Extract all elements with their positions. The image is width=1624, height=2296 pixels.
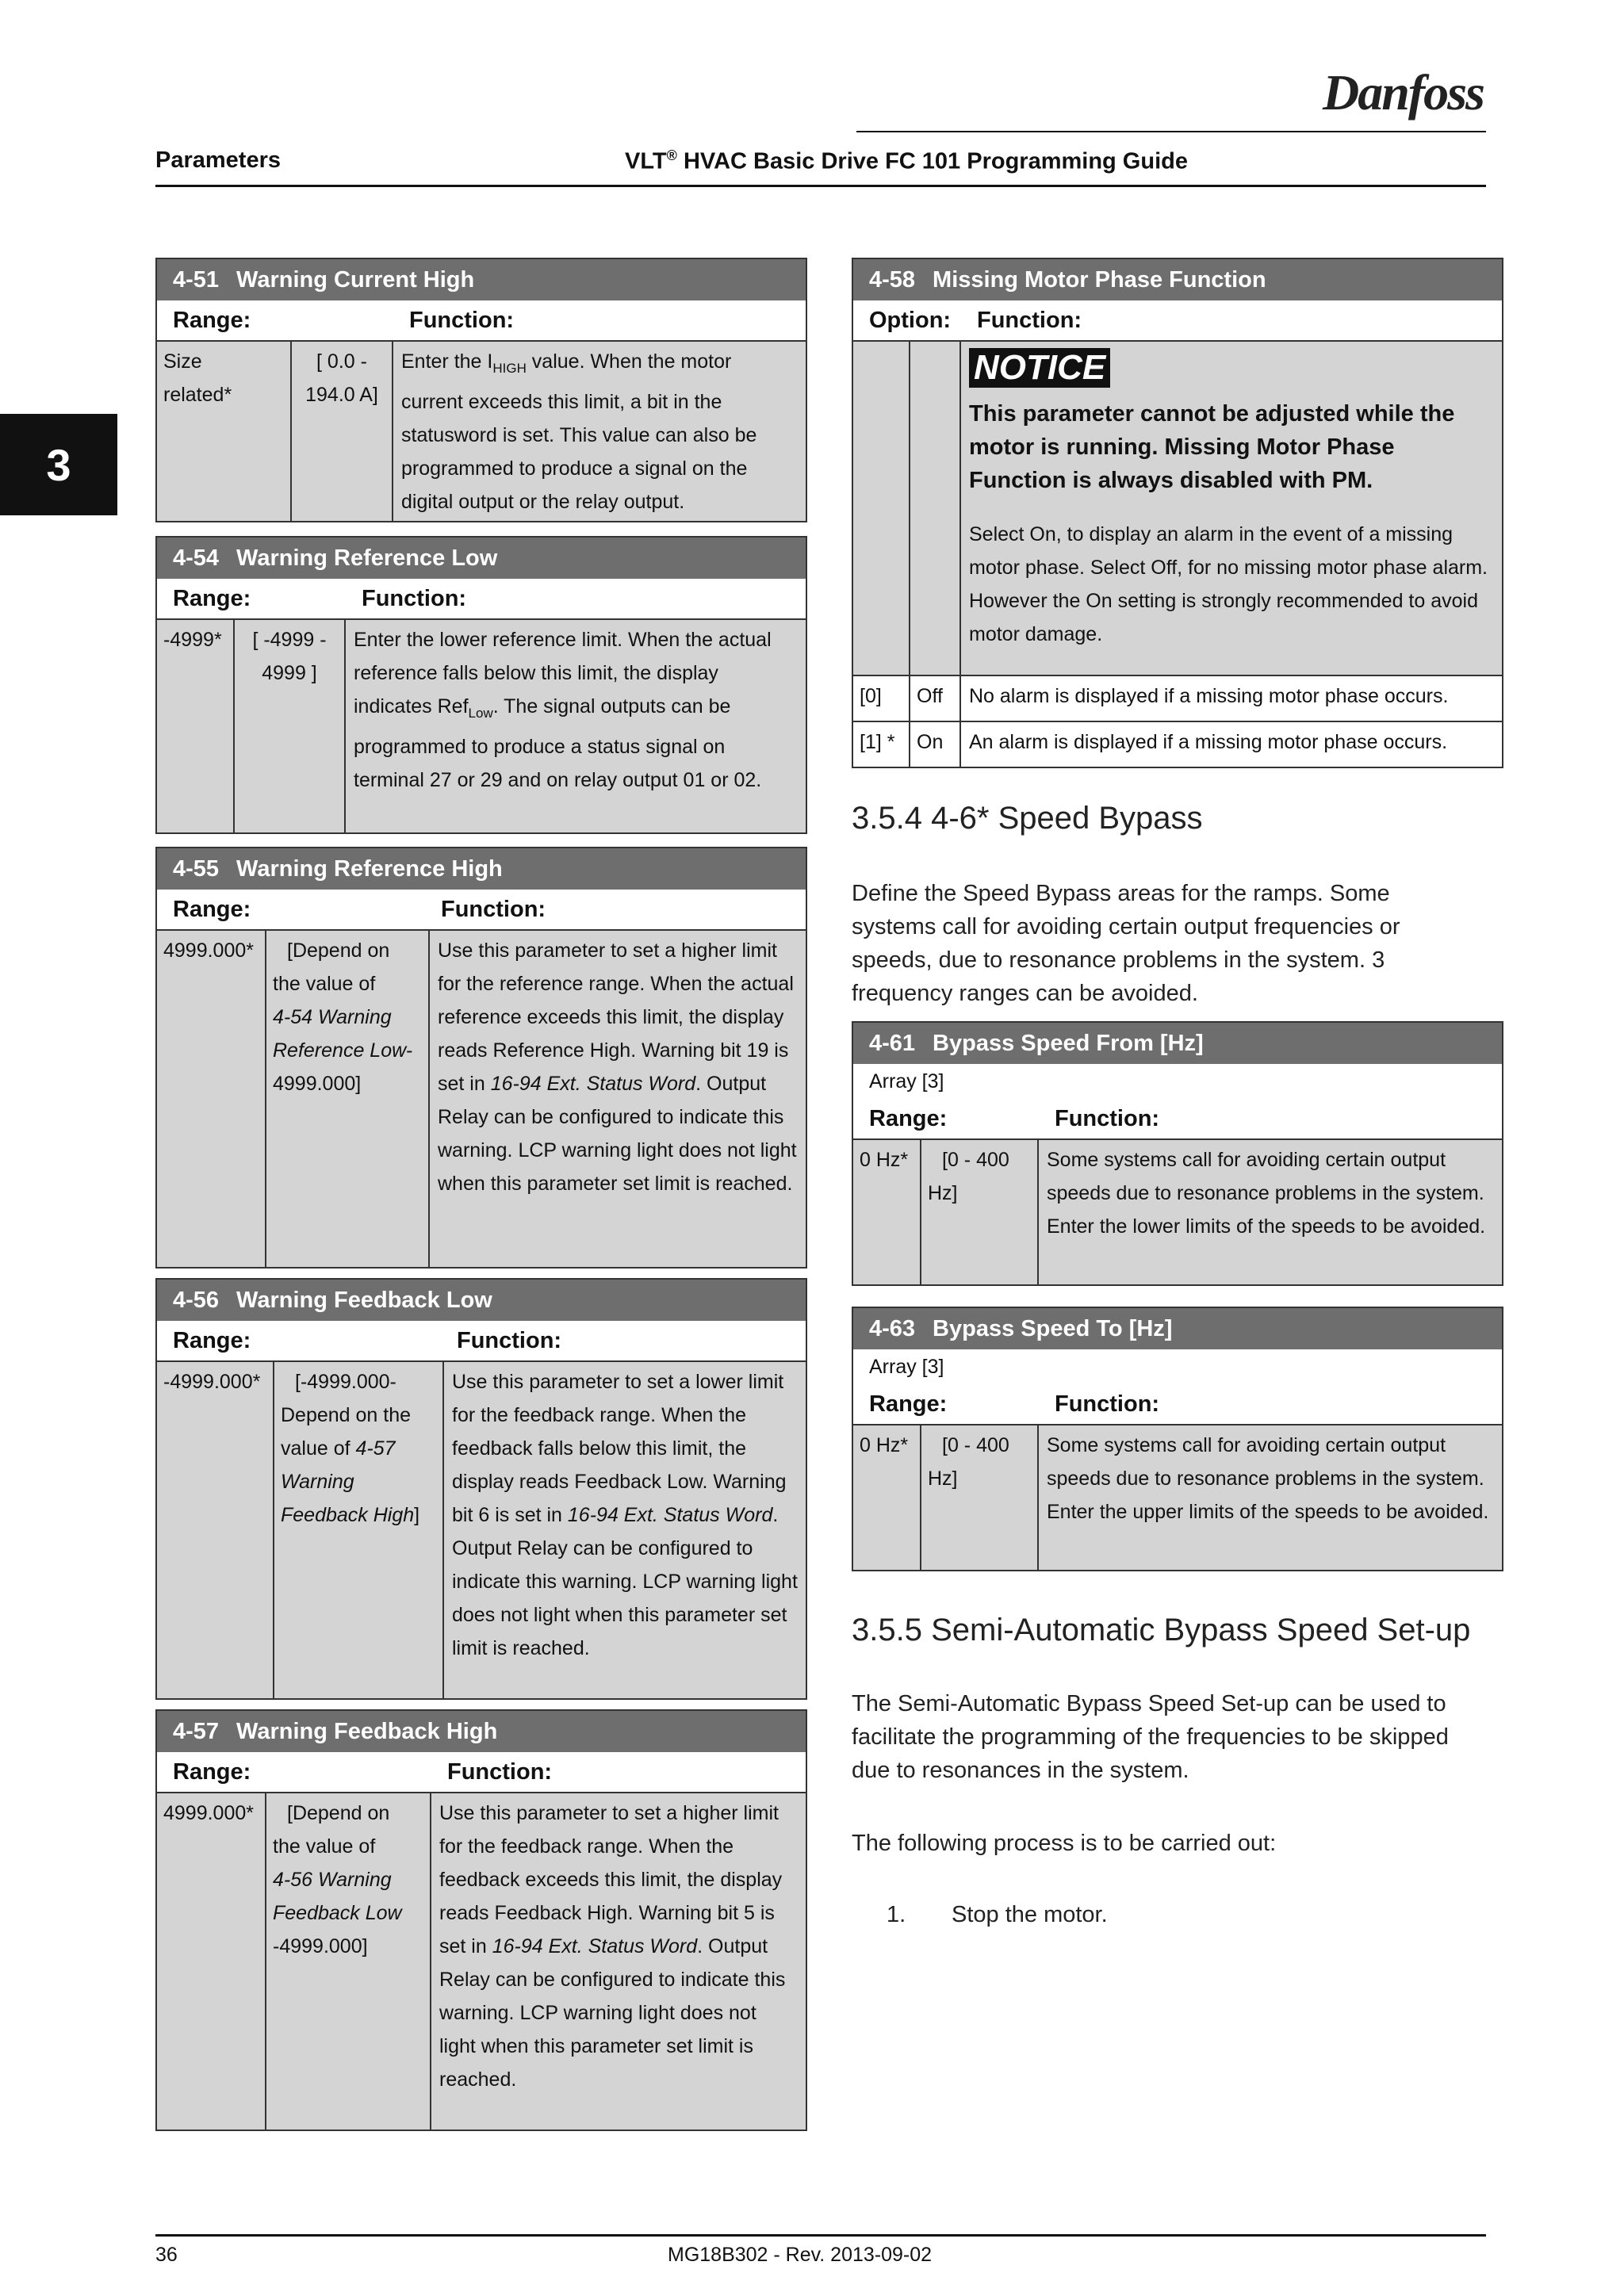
default-value: 0 Hz* [853,1140,921,1284]
default-value: Size related* [157,342,292,521]
param-title: 4-56 Warning Feedback Low [157,1280,806,1321]
option-row [853,676,1502,722]
notice-row [853,342,1502,676]
param-table-4-63 [852,1307,1503,1571]
param-table-4-54 [155,536,807,834]
param-row [157,931,806,1267]
range-value: [0 - 400 Hz] [921,1140,1039,1284]
param-header: Range: Function: [157,1752,806,1793]
notice-badge: NOTICE [969,348,1110,388]
range-value: [Depend on the value of 4-54 Warning Reference Low- 4999.000] [266,931,430,1267]
document-id: MG18B302 - Rev. 2013-09-02 [668,2244,933,2266]
param-row [853,1425,1502,1570]
notice-warning: This parameter cannot be adjusted while the motor is running. Missing Motor Phase Function is always disabled with PM. [969,401,1455,493]
range-value: [ -4999 - 4999 ] [235,620,346,832]
page-number: 36 [155,2244,178,2266]
param-row [157,1362,806,1698]
default-value: 4999.000* [157,1793,266,2130]
param-title: 4-54 Warning Reference Low [157,538,806,579]
header-top-rule [856,131,1486,132]
param-header: Range: Function: [157,1321,806,1362]
function-text: Some systems call for avoiding certain output speeds due to resonance problems in the system. Enter the lower limits of the speeds to be avoided. [1047,1149,1486,1238]
array-label: Array [3] [869,1070,944,1093]
range-value: [Depend on the value of 4-56 Warning Feedback Low -4999.000] [266,1793,431,2130]
function-text: Enter the $I_{HIGH}$ value. When the motor current exceeds this limit, a bit in the statusword is set. This value can also be programmed to produce a signal on the digital output or the relay output. [401,350,757,513]
header-title: VLT® HVAC Basic Drive FC 101 Programming Guide [625,147,1188,174]
param-header: Range: Function: [157,890,806,931]
param-table-4-61 [852,1021,1503,1286]
function-text: Use this parameter to set a higher limit for the reference range. When the actual reference exceeds this limit, the display reads Reference High. Warning bit 19 is set in 16-94 Ext. Status Word. Output Relay can be configured to indicate this warning. LCP warning light does not light when this parameter set limit is reached. [438,939,797,1195]
function-text: Some systems call for avoiding certain output speeds due to resonance problems in the system. Enter the upper limits of the speeds to be avoided. [1047,1434,1489,1523]
header-rule [155,185,1486,187]
param-row [853,1140,1502,1284]
function-text: Use this parameter to set a lower limit for the feedback range. When the feedback falls below this limit, the display reads Feedback Low. Warning bit 6 is set in 16-94 Ext. Status Word. Output Relay can be configured to indicate this warning. LCP warning light does not light when this parameter set limit is reached. [452,1371,798,1659]
param-row [157,342,806,521]
default-value: -4999.000* [157,1362,274,1698]
default-value: -4999* [157,620,235,832]
function-text: Use this parameter to set a higher limit for the feedback range. When the feedback exceeds this limit, the display reads Feedback High. Warning bit 5 is set in 16-94 Ext. Status Word. Output Relay can be configured to indicate this warning. LCP warning light does not light when this parameter set limit is reached. [439,1802,786,2091]
param-row [157,620,806,832]
param-header: Range: Function: [157,579,806,620]
section-heading-3-5-5: 3.5.5 Semi-Automatic Bypass Speed Set-up [852,1613,1471,1647]
option-desc: No alarm is displayed if a missing motor phase occurs. [969,685,1449,707]
param-row [157,1793,806,2130]
param-header: Range: Function: [853,1384,1502,1425]
section-text-3-5-5: The Semi-Automatic Bypass Speed Set-up can be used to facilitate the programming of the frequencies to be skipped due to resonances in the system. [852,1691,1449,1783]
option-row [853,722,1502,767]
param-table-4-58 [852,258,1503,768]
param-title: 4-58 Missing Motor Phase Function [853,259,1502,300]
param-table-4-56 [155,1278,807,1700]
range-value: [ 0.0 - 194.0 A] [292,342,393,521]
section-heading-3-5-4: 3.5.4 4-6* Speed Bypass [852,801,1203,836]
option-index: [1] * [853,722,910,767]
header-section: Parameters [155,147,281,173]
range-value: [0 - 400 Hz] [921,1425,1039,1570]
option-name: On [910,722,961,767]
footer-rule [155,2234,1486,2237]
danfoss-logo: Danfoss [1323,64,1484,121]
chapter-tab: 3 [0,414,117,515]
option-desc: An alarm is displayed if a missing motor phase occurs. [969,731,1448,753]
process-intro: The following process is to be carried out: [852,1831,1277,1856]
step-number: 1. [887,1902,906,1927]
notice-description: Select On, to display an alarm in the event of a missing motor phase. Select Off, for no missing motor phase alarm. However the On setting is strongly recommended to avoid motor damage. [969,523,1488,645]
section-text-3-5-4: Define the Speed Bypass areas for the ramps. Some systems call for avoiding certain output frequencies or speeds, due to resonance problems in the system. 3 frequency ranges can be avoided. [852,881,1400,1006]
default-value: 0 Hz* [853,1425,921,1570]
param-table-4-51 [155,258,807,522]
array-label: Array [3] [869,1355,944,1378]
param-title: 4-63 Bypass Speed To [Hz] [853,1308,1502,1349]
option-index: [0] [853,676,910,721]
default-value: 4999.000* [157,931,266,1267]
step-text: Stop the motor. [952,1902,1108,1927]
function-text: Enter the lower reference limit. When the actual reference falls below this limit, the display indicates Ref$_{Low}$. The signal outputs can be programmed to produce a status signal on terminal 27 or 29 and on relay output 01 or 02. [354,629,772,791]
range-value: [-4999.000- Depend on the value of 4-57 Warning Feedback High] [274,1362,444,1698]
param-title: 4-57 Warning Feedback High [157,1711,806,1752]
option-name: Off [910,676,961,721]
param-header: Option: Function: [853,300,1502,342]
notice-box [961,342,1502,675]
param-header: Range: Function: [157,300,806,342]
param-table-4-55 [155,847,807,1269]
param-header: Range: Function: [853,1099,1502,1140]
param-title: 4-51 Warning Current High [157,259,806,300]
param-title: 4-61 Bypass Speed From [Hz] [853,1023,1502,1064]
param-title: 4-55 Warning Reference High [157,848,806,890]
param-table-4-57 [155,1709,807,2131]
